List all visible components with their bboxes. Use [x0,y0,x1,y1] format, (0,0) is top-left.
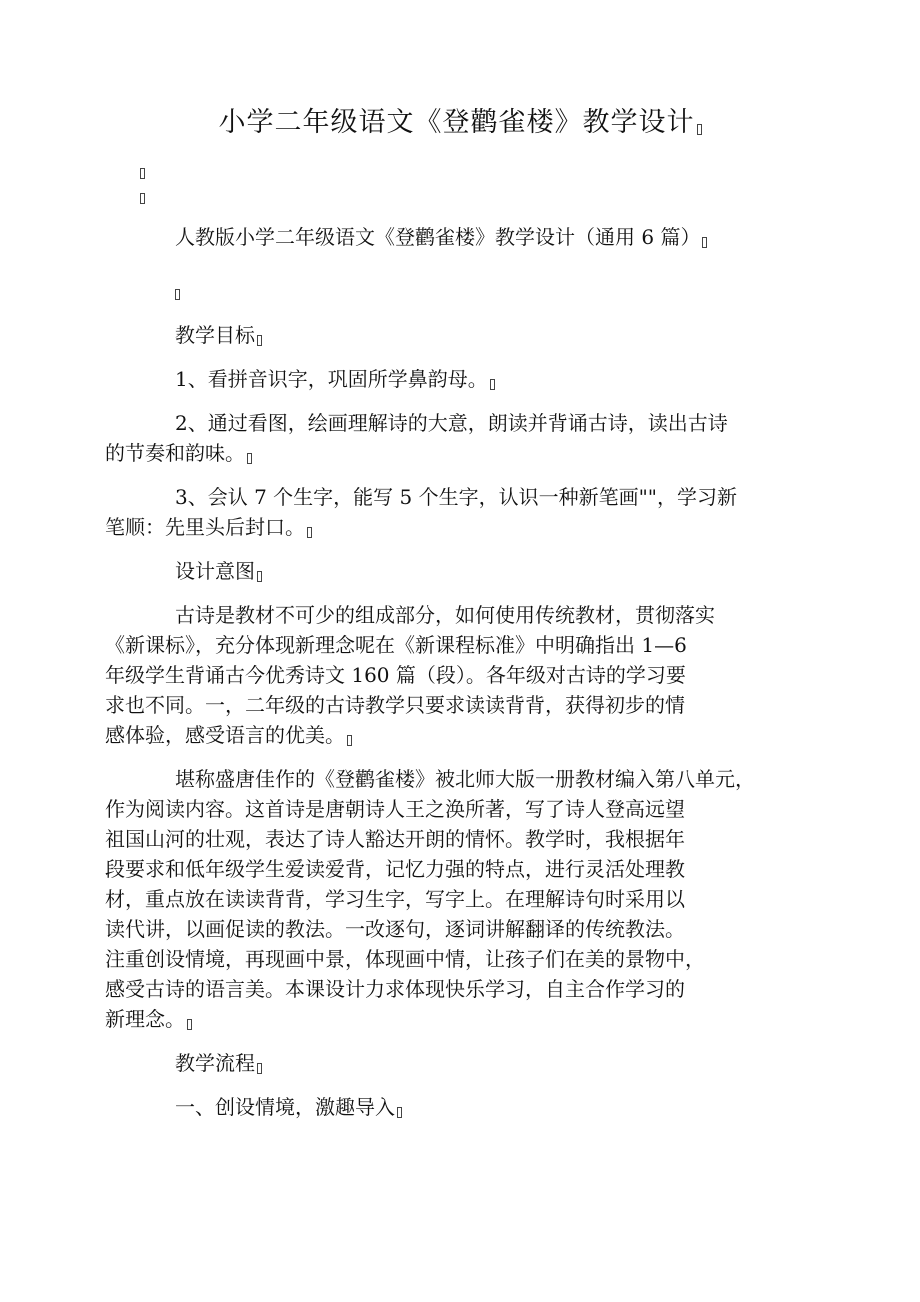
subtitle-paragraph [140,222,790,252]
paragraph-mark-icon [307,527,312,538]
document-title [0,100,920,139]
paragraph-mark-icon [140,193,145,204]
goal-item-3 [105,482,790,542]
intent-p1-line: 古诗是教材不可少的组成部分，如何使用传统教材，贯彻落实 [175,603,715,627]
step-1-text: 一、创设情境，激趣导入 [175,1095,395,1119]
intent-p2-line: 感受古诗的语言美。本课设计力求体现快乐学习，自主合作学习的 [105,977,685,1001]
document-body [105,222,790,1136]
intent-p2-line: 读代讲，以画促读的教法。一改逐句，逐词讲解翻译的传统教法。 [105,917,685,941]
goal-item-1 [140,364,790,394]
intent-p1-line: 求也不同。一，二年级的古诗教学只要求读读背背，获得初步的情 [105,693,685,717]
intent-p1-line: 年级学生背诵古今优秀诗文 160 篇（段）。各年级对古诗的学习要 [105,663,686,687]
paragraph-mark-icon [187,1019,192,1030]
intent-paragraph-2 [105,764,790,1034]
flow-step-1 [140,1092,790,1122]
goal-item-2 [105,408,790,468]
intent-paragraph-1 [105,600,790,750]
paragraph-mark-icon [257,571,262,582]
paragraph-mark-icon [257,335,262,346]
section-heading-intent [140,556,790,586]
intent-p2-line: 堪称盛唐佳作的《登鹳雀楼》被北师大版一册教材编入第八单元， [175,767,755,791]
paragraph-mark-icon [490,379,495,390]
goal-2-line-2 [105,438,790,468]
paragraph-mark-icon [175,289,180,300]
flow-heading-text: 教学流程 [175,1051,255,1075]
paragraph-mark-icon [697,124,702,135]
title-text: 小学二年级语文《登鹳雀楼》教学设计 [218,107,695,138]
intent-p2-line: 作为阅读内容。这首诗是唐朝诗人王之涣所著，写了诗人登高远望 [105,797,685,821]
intent-p1-line-text: 感体验，感受语言的优美。 [105,723,345,747]
empty-paragraph [140,274,790,304]
paragraph-mark-icon [247,453,252,464]
intent-p2-line: 材，重点放在读读背背，学习生字，写字上。在理解诗句时采用以 [105,887,685,911]
intent-p2-line: 注重创设情境，再现画中景，体现画中情，让孩子们在美的景物中， [105,947,705,971]
intent-p2-line: 祖国山河的壮观，表达了诗人豁达开朗的情怀。教学时，我根据年 [105,827,685,851]
goal-2-line-1: 2、通过看图，绘画理解诗的大意，朗读并背诵古诗，读出古诗 [175,411,728,435]
paragraph-mark-icon [702,237,707,248]
paragraph-mark-icon [257,1063,262,1074]
paragraph-mark-icon [140,168,145,179]
intent-p2-line: 段要求和低年级学生爱读爱背，记忆力强的特点，进行灵活处理教 [105,857,685,881]
intent-p1-line: 《新课标》，充分体现新理念呢在《新课程标准》中明确指出 1—6 [105,633,687,657]
paragraph-mark-icon [347,735,352,746]
intent-p2-line [105,1004,790,1034]
goal-1-text: 1、看拼音识字，巩固所学鼻韵母。 [175,367,488,391]
paragraph-mark-icon [397,1107,402,1118]
goal-3-line-2-text: 笔顺：先里头后封口。 [105,515,305,539]
intent-p1-line [105,720,790,750]
goals-heading-text: 教学目标 [175,323,255,347]
intent-p2-line-text: 新理念。 [105,1007,185,1031]
goal-2-line-2-text: 的节奏和韵味。 [105,441,245,465]
intent-heading-text: 设计意图 [175,559,255,583]
section-heading-flow [140,1048,790,1078]
subtitle-text: 人教版小学二年级语文《登鹳雀楼》教学设计（通用 6 篇） [175,225,701,249]
goal-3-line-1: 3、会认 7 个生字，能写 5 个生字，认识一种新笔画""，学习新 [175,485,738,509]
goal-3-line-2 [105,512,790,542]
section-heading-goals [140,320,790,350]
